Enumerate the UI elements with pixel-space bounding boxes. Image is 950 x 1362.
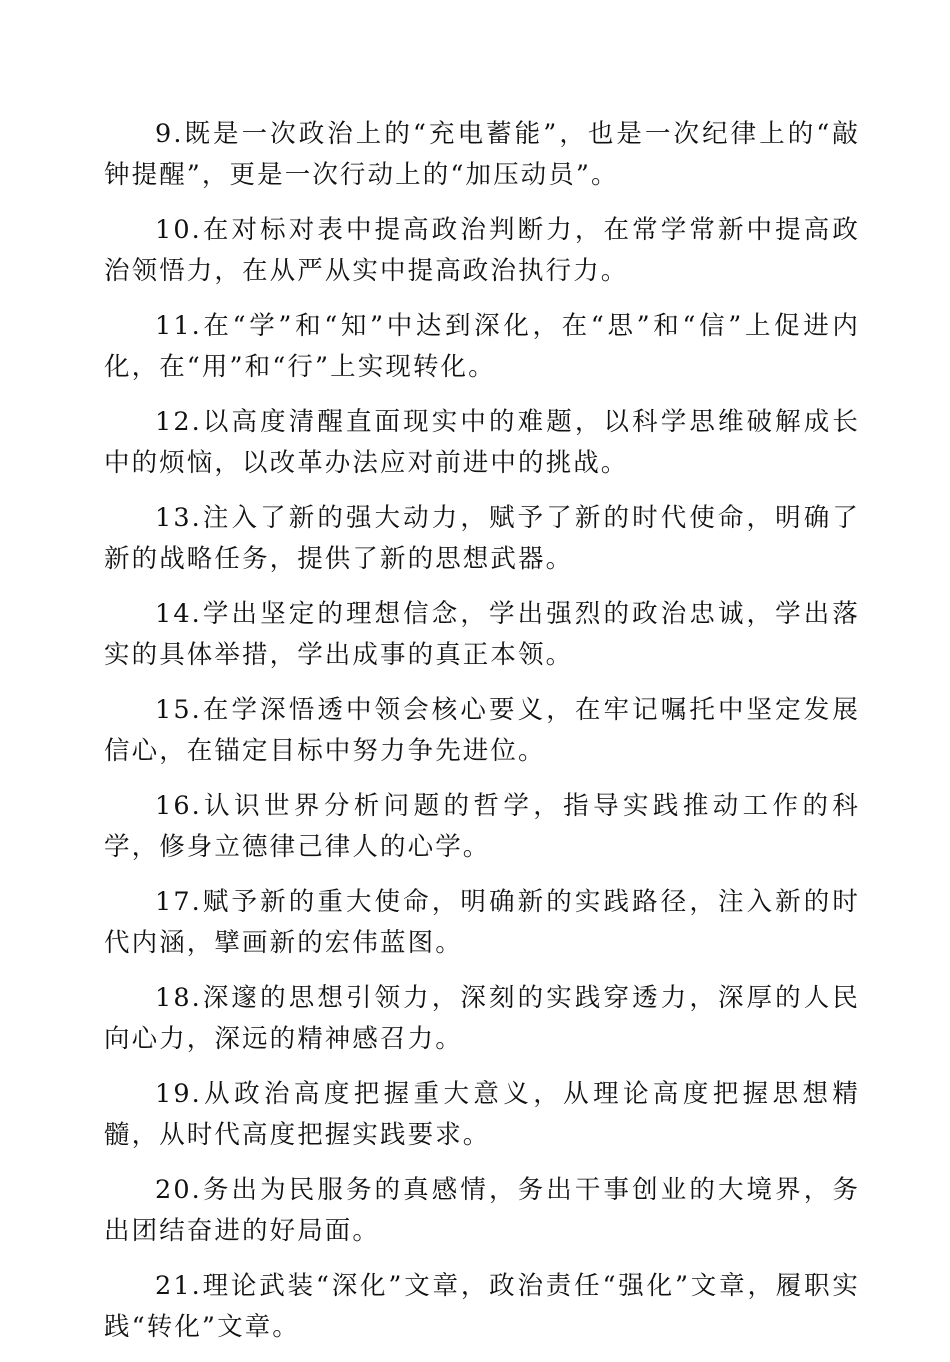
paragraph-14: 14.学出坚定的理想信念，学出强烈的政治忠诚，学出落实的具体举措，学出成事的真正本领。 <box>104 599 860 670</box>
paragraph-12: 12.以高度清醒直面现实中的难题，以科学思维破解成长中的烦恼，以改革办法应对前进中的挑战。 <box>104 407 860 478</box>
paragraph-19: 19.从政治高度把握重大意义，从理论高度把握思想精髓，从时代高度把握实践要求。 <box>104 1079 860 1150</box>
paragraph-16: 16.认识世界分析问题的哲学，指导实践推动工作的科学，修身立德律己律人的心学。 <box>104 791 860 862</box>
paragraph-9: 9.既是一次政治上的“充电蓄能”，也是一次纪律上的“敲钟提醒”，更是一次行动上的“加压动员”。 <box>104 119 860 190</box>
paragraph-21: 21.理论武装“深化”文章，政治责任“强化”文章，履职实践“转化”文章。 <box>104 1271 860 1342</box>
paragraph-20: 20.务出为民服务的真感情，务出干事创业的大境界，务出团结奋进的好局面。 <box>104 1175 860 1246</box>
document-page <box>104 114 860 1362</box>
paragraph-10: 10.在对标对表中提高政治判断力，在常学常新中提高政治领悟力，在从严从实中提高政治执行力。 <box>104 215 860 286</box>
paragraph-17: 17.赋予新的重大使命，明确新的实践路径，注入新的时代内涵，擘画新的宏伟蓝图。 <box>104 887 860 958</box>
paragraph-18: 18.深邃的思想引领力，深刻的实践穿透力，深厚的人民向心力，深远的精神感召力。 <box>104 983 860 1054</box>
paragraph-15: 15.在学深悟透中领会核心要义，在牢记嘱托中坚定发展信心，在锚定目标中努力争先进位。 <box>104 695 860 766</box>
paragraph-13: 13.注入了新的强大动力，赋予了新的时代使命，明确了新的战略任务，提供了新的思想武器。 <box>104 503 860 574</box>
paragraph-11: 11.在“学”和“知”中达到深化，在“思”和“信”上促进内化，在“用”和“行”上实现转化。 <box>104 311 860 382</box>
